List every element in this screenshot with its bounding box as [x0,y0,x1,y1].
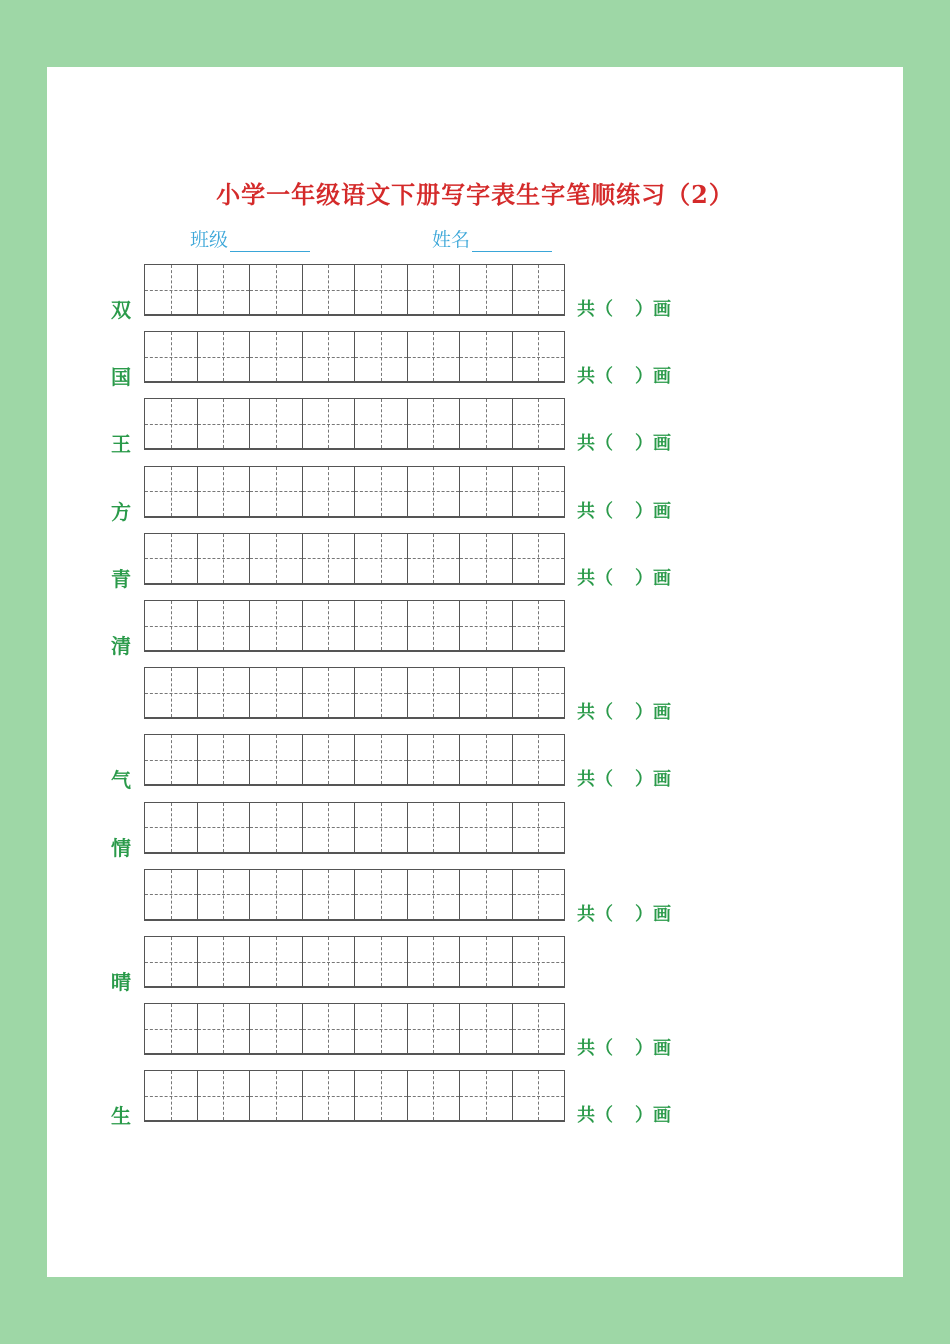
writing-cell[interactable] [355,1071,408,1120]
page-title: 小学一年级语文下册写字表生字笔顺练习（2） [216,180,734,209]
stroke-count-open: （ [595,702,613,724]
stroke-count-open: （ [595,567,613,589]
writing-cell[interactable] [198,601,251,650]
stroke-count-suffix: 画 [653,366,671,388]
writing-cell[interactable] [408,735,461,784]
writing-grid [144,869,565,921]
practice-row [47,264,903,322]
writing-cell[interactable] [513,265,565,314]
stroke-count-suffix: 画 [653,433,671,455]
writing-cell[interactable] [303,467,356,516]
writing-cell[interactable] [513,803,565,852]
writing-cell[interactable] [460,668,513,717]
name-field [432,225,552,252]
writing-cell[interactable] [250,1004,303,1053]
writing-cell[interactable] [513,1004,565,1053]
writing-cell[interactable] [145,534,198,583]
writing-cell[interactable] [355,937,408,986]
writing-cell[interactable] [198,735,251,784]
writing-cell[interactable] [408,937,461,986]
practice-row [47,802,903,860]
writing-cell[interactable] [250,735,303,784]
writing-cell[interactable] [303,668,356,717]
writing-cell[interactable] [513,735,565,784]
writing-cell[interactable] [250,803,303,852]
writing-cell[interactable] [355,870,408,919]
stroke-count-open: （ [595,433,613,455]
practice-character: 情 [111,835,131,860]
stroke-count-open: （ [595,769,613,791]
stroke-count-suffix: 画 [653,769,671,791]
writing-cell[interactable] [513,467,565,516]
writing-cell[interactable] [145,601,198,650]
writing-grid [144,1003,565,1055]
class-label: 班级 [190,229,229,251]
writing-cell[interactable] [145,937,198,986]
writing-cell[interactable] [145,735,198,784]
stroke-count-prefix: 共 [577,1038,595,1060]
writing-cell[interactable] [460,937,513,986]
writing-cell[interactable] [303,332,356,381]
stroke-count-open: （ [595,299,613,320]
stroke-count [577,295,671,321]
stroke-count-close: ） [635,1038,653,1060]
writing-cell[interactable] [250,265,303,314]
writing-cell[interactable] [408,332,461,381]
writing-cell[interactable] [408,265,461,314]
writing-cell[interactable] [303,399,356,448]
practice-row [47,1003,903,1060]
practice-character: 晴 [111,970,131,994]
name-label: 姓名 [432,229,471,251]
writing-cell[interactable] [513,870,565,919]
practice-row [47,936,903,994]
stroke-count [577,698,671,724]
writing-cell[interactable] [250,399,303,448]
practice-row [47,466,903,524]
writing-cell[interactable] [198,1004,251,1053]
writing-cell[interactable] [460,265,513,314]
writing-cell[interactable] [460,1004,513,1053]
practice-character: 王 [111,432,131,457]
writing-cell[interactable] [460,735,513,784]
practice-row [47,533,903,591]
practice-row [47,331,903,390]
stroke-count [577,564,671,590]
stroke-count-prefix: 共 [577,702,595,724]
stroke-count-close: ） [635,366,653,388]
writing-cell[interactable] [408,467,461,516]
writing-cell[interactable] [250,1071,303,1120]
writing-cell[interactable] [408,870,461,919]
stroke-count-prefix: 共 [577,299,595,320]
writing-cell[interactable] [198,332,251,381]
writing-cell[interactable] [198,399,251,448]
writing-cell[interactable] [145,1071,198,1120]
stroke-count-prefix: 共 [577,769,595,791]
stroke-count [577,362,671,388]
stroke-count-close: ） [635,1105,653,1127]
class-blank[interactable] [230,231,310,252]
stroke-count-prefix: 共 [577,1105,595,1127]
writing-cell[interactable] [145,870,198,919]
writing-cell[interactable] [460,399,513,448]
stroke-count-close: ） [635,433,653,455]
writing-cell[interactable] [513,399,565,448]
practice-row [47,869,903,923]
writing-cell[interactable] [355,668,408,717]
practice-character: 气 [111,768,131,793]
stroke-count-prefix: 共 [577,567,595,589]
writing-cell[interactable] [198,265,251,314]
stroke-count-close: ） [635,500,653,522]
practice-character: 双 [111,298,131,322]
worksheet-page [47,67,903,1277]
stroke-count-suffix: 画 [653,500,671,522]
writing-cell[interactable] [250,870,303,919]
writing-cell[interactable] [408,534,461,583]
stroke-count [577,900,671,926]
writing-cell[interactable] [355,332,408,381]
writing-cell[interactable] [303,870,356,919]
writing-cell[interactable] [303,601,356,650]
writing-cell[interactable] [250,601,303,650]
practice-character: 国 [111,365,131,390]
stroke-count-close: ） [635,769,653,791]
writing-cell[interactable] [408,1071,461,1120]
stroke-count-suffix: 画 [653,567,671,589]
writing-cell[interactable] [198,1071,251,1120]
writing-grid [144,667,565,719]
practice-character: 青 [111,566,131,591]
writing-cell[interactable] [303,735,356,784]
writing-cell[interactable] [303,937,356,986]
writing-cell[interactable] [145,467,198,516]
writing-cell[interactable] [460,1071,513,1120]
writing-cell[interactable] [513,332,565,381]
writing-grid [144,466,565,518]
practice-row [47,398,903,457]
stroke-count-suffix: 画 [653,299,671,320]
writing-cell[interactable] [303,265,356,314]
writing-cell[interactable] [460,601,513,650]
writing-cell[interactable] [198,803,251,852]
stroke-count [577,1101,671,1127]
writing-cell[interactable] [303,1004,356,1053]
writing-grid [144,734,565,786]
writing-cell[interactable] [198,870,251,919]
writing-cell[interactable] [303,803,356,852]
practice-row [47,600,903,658]
writing-cell[interactable] [513,601,565,650]
writing-cell[interactable] [198,467,251,516]
stroke-count-close: ） [635,299,653,320]
writing-cell[interactable] [513,937,565,986]
writing-cell[interactable] [355,399,408,448]
writing-cell[interactable] [303,1071,356,1120]
writing-cell[interactable] [355,735,408,784]
name-blank[interactable] [472,231,552,252]
stroke-count-prefix: 共 [577,366,595,388]
writing-cell[interactable] [460,870,513,919]
stroke-count-suffix: 画 [653,903,671,925]
stroke-count [577,765,671,791]
stroke-count-open: （ [595,500,613,522]
writing-cell[interactable] [355,534,408,583]
practice-character: 清 [111,634,131,658]
stroke-count-open: （ [595,903,613,925]
writing-cell[interactable] [355,467,408,516]
writing-cell[interactable] [355,803,408,852]
practice-character: 生 [111,1104,131,1129]
writing-cell[interactable] [355,1004,408,1053]
writing-grid [144,398,565,450]
writing-cell[interactable] [198,668,251,717]
practice-row [47,1070,903,1129]
writing-cell[interactable] [145,1004,198,1053]
writing-cell[interactable] [513,534,565,583]
stroke-count-suffix: 画 [653,1105,671,1127]
writing-cell[interactable] [145,265,198,314]
writing-grid [144,331,565,383]
writing-grid [144,264,565,316]
stroke-count-close: ） [635,567,653,589]
stroke-count-open: （ [595,1038,613,1060]
writing-cell[interactable] [513,668,565,717]
stroke-count-prefix: 共 [577,903,595,925]
writing-cell[interactable] [198,937,251,986]
writing-cell[interactable] [198,534,251,583]
writing-cell[interactable] [250,668,303,717]
writing-cell[interactable] [355,601,408,650]
writing-grid [144,802,565,854]
writing-cell[interactable] [408,1004,461,1053]
writing-cell[interactable] [460,803,513,852]
writing-cell[interactable] [460,332,513,381]
practice-character: 方 [111,499,131,524]
stroke-count [577,429,671,455]
writing-cell[interactable] [460,534,513,583]
stroke-count-close: ） [635,903,653,925]
stroke-count [577,1034,671,1060]
writing-cell[interactable] [408,668,461,717]
stroke-count-suffix: 画 [653,1038,671,1060]
writing-grid [144,936,565,988]
stroke-count-prefix: 共 [577,433,595,455]
writing-grid [144,600,565,652]
practice-row [47,667,903,724]
writing-cell[interactable] [145,399,198,448]
stroke-count-prefix: 共 [577,500,595,522]
stroke-count-close: ） [635,702,653,724]
practice-row [47,734,903,793]
writing-cell[interactable] [250,937,303,986]
writing-cell[interactable] [145,332,198,381]
stroke-count [577,497,671,523]
stroke-count-suffix: 画 [653,702,671,724]
writing-cell[interactable] [460,467,513,516]
writing-cell[interactable] [355,265,408,314]
writing-grid [144,1070,565,1122]
writing-cell[interactable] [408,399,461,448]
writing-cell[interactable] [250,534,303,583]
writing-cell[interactable] [408,601,461,650]
writing-cell[interactable] [513,1071,565,1120]
writing-cell[interactable] [408,803,461,852]
writing-cell[interactable] [303,534,356,583]
writing-cell[interactable] [145,803,198,852]
class-field [190,225,310,252]
writing-cell[interactable] [250,467,303,516]
writing-cell[interactable] [250,332,303,381]
writing-cell[interactable] [145,668,198,717]
stroke-count-open: （ [595,366,613,388]
writing-grid [144,533,565,585]
stroke-count-open: （ [595,1105,613,1127]
